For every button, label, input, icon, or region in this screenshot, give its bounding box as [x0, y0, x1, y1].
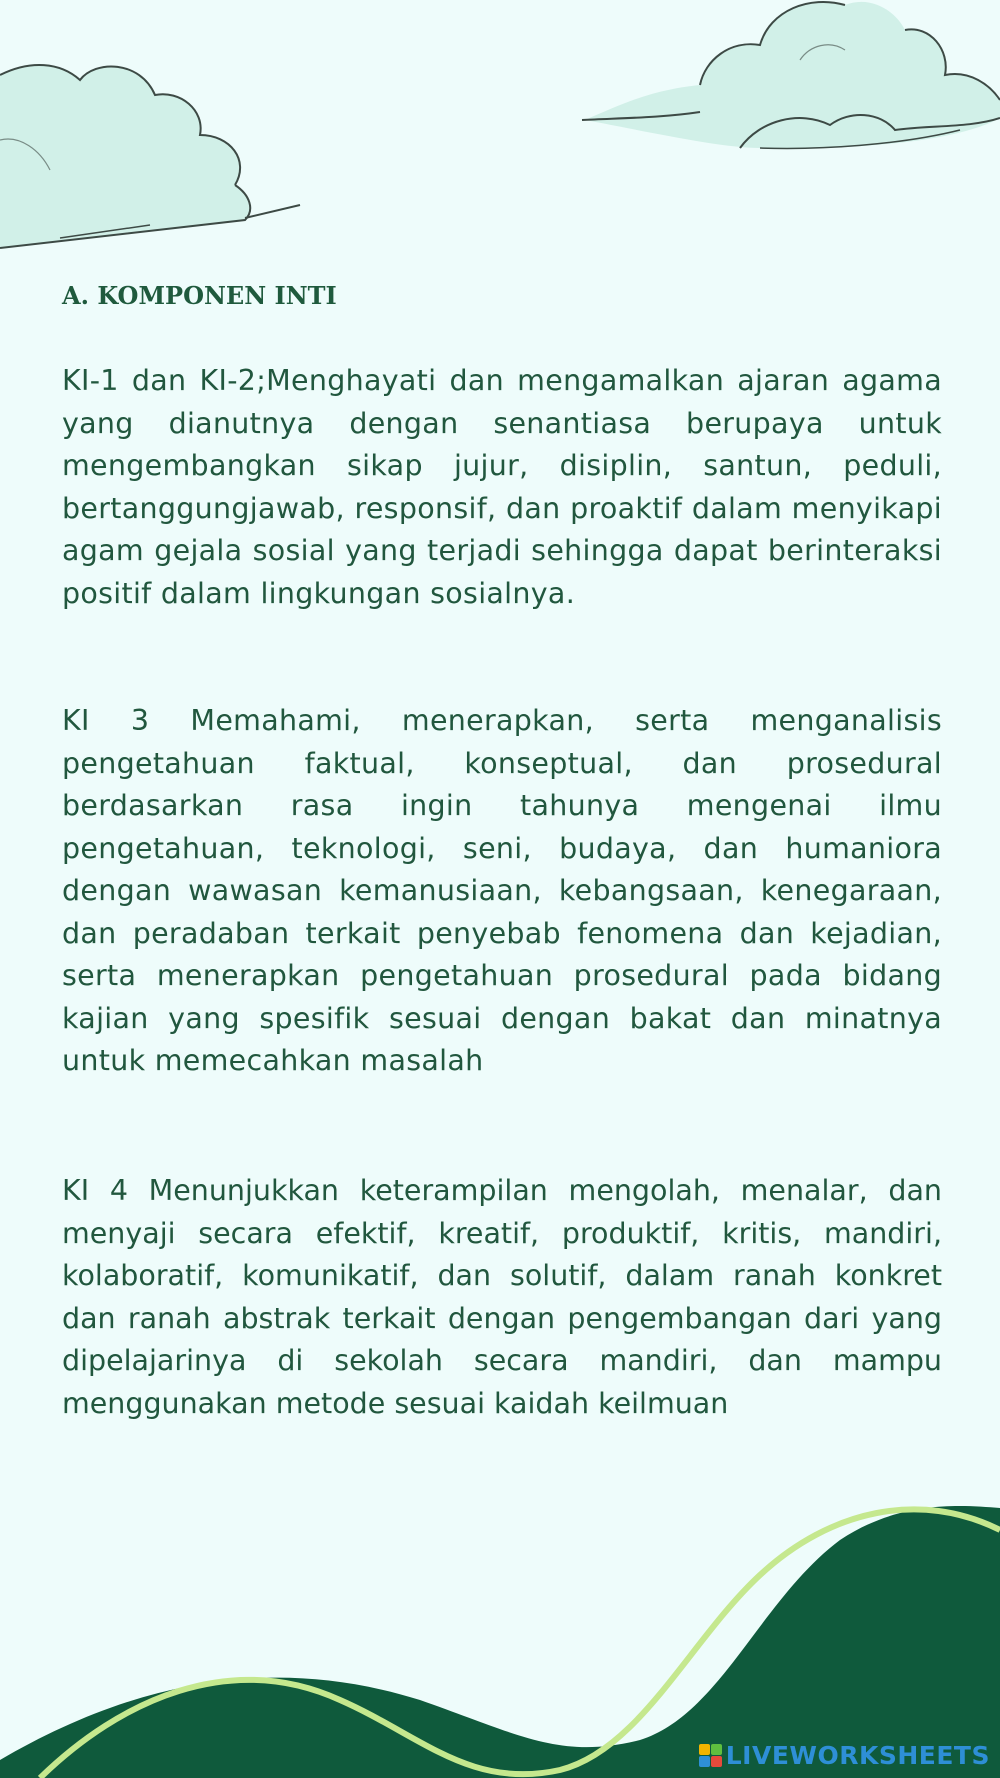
cloud-right-icon	[582, 2, 1000, 149]
liveworksheets-watermark	[699, 1741, 990, 1770]
logo-square-yellow	[699, 1744, 710, 1755]
logo-square-red	[711, 1756, 722, 1767]
paragraph-ki-1-2: KI-1 dan KI-2;Menghayati dan mengamalkan ajaran agama yang dianutnya dengan senantiasa berupaya untuk mengembangkan sikap jujur, disiplin, santun, peduli, bertanggungjawab, responsif, dan proaktif dalam menyikapi agam gejala sosial yang terjadi sehingga dapat berinteraksi positif dalam lingkungan sosialnya.	[62, 364, 942, 610]
section-heading: A. KOMPONEN INTI	[62, 281, 337, 310]
paragraph-ki-4: KI 4 Menunjukkan keterampilan mengolah, menalar, dan menyaji secara efektif, kreatif, produktif, kritis, mandiri, kolaboratif, komunikatif, dan solutif, dalam ranah konkret dan ranah abstrak terkait dengan pengembangan dari yang dipelajarinya di sekolah secara mandiri, dan mampu menggunakan metode sesuai kaidah keilmuan	[62, 1174, 942, 1420]
logo-square-green	[711, 1744, 722, 1755]
cloud-left-icon	[0, 65, 300, 248]
wave-decoration-icon	[0, 1506, 1000, 1778]
liveworksheets-logo-icon	[699, 1744, 722, 1767]
liveworksheets-brand-text: LIVEWORKSHEETS	[725, 1741, 990, 1770]
paragraph-ki-3: KI 3 Memahami, menerapkan, serta menganalisis pengetahuan faktual, konseptual, dan prosedural berdasarkan rasa ingin tahunya mengenai ilmu pengetahuan, teknologi, seni, budaya, dan humaniora dengan wawasan kemanusiaan, kebangsaan, kenegaraan, dan peradaban terkait penyebab fenomena dan kejadian, serta menerapkan pengetahuan prosedural pada bidang kajian yang spesifik sesuai dengan bakat dan minatnya untuk memecahkan masalah	[62, 704, 942, 1077]
logo-square-blue	[699, 1756, 710, 1767]
